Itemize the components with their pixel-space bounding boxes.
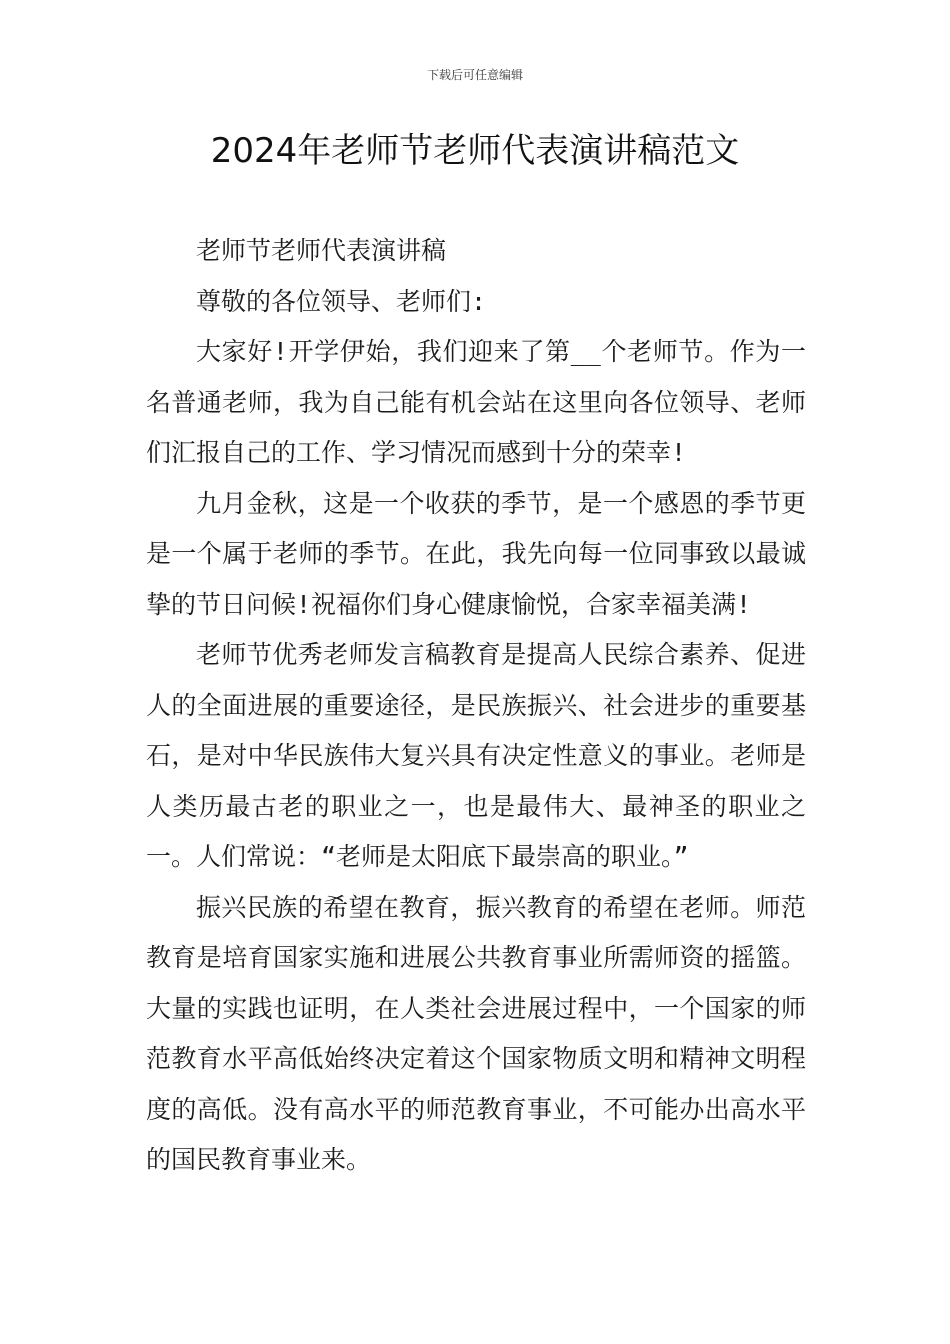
page-header-note: 下载后可任意编辑 <box>426 68 523 82</box>
paragraph-greeting: 大家好!开学伊始，我们迎来了第__个老师节。作为一名普通老师，我为自己能有机会站在这里向各位领导、老师们汇报自己的工作、学习情况而感到十分的荣幸! <box>146 337 806 467</box>
paragraph-normal-education: 振兴民族的希望在教育，振兴教育的希望在老师。师范教育是培育国家实施和进展公共教育事业所需师资的摇篮。大量的实践也证明，在人类社会进展过程中，一个国家的师范教育水平高低始终决定着这个国家物质文明和精神文明程度的高低。没有高水平的师范教育事业，不可能办出高水平的国民教育事业来。 <box>146 892 806 1174</box>
paragraph-salutation: 尊敬的各位领导、老师们: <box>196 286 487 316</box>
paragraph-education: 老师节优秀老师发言稿教育是提高人民综合素养、促进人的全面进展的重要途径，是民族振兴、社会进步的重要基石，是对中华民族伟大复兴具有决定性意义的事业。老师是人类历最古老的职业之一，也是最伟大、最神圣的职业之一。人们常说：“老师是太阳底下最崇高的职业。” <box>146 640 806 871</box>
document-body <box>146 226 806 1186</box>
paragraph-season: 九月金秋，这是一个收获的季节，是一个感恩的季节更是一个属于老师的季节。在此，我先向每一位同事致以最诚挚的节日问候!祝福你们身心健康愉悦，合家幸福美满! <box>146 488 806 619</box>
paragraph-subtitle: 老师节老师代表演讲稿 <box>196 236 447 265</box>
document-title: 2024年老师节老师代表演讲稿范文 <box>210 131 740 171</box>
